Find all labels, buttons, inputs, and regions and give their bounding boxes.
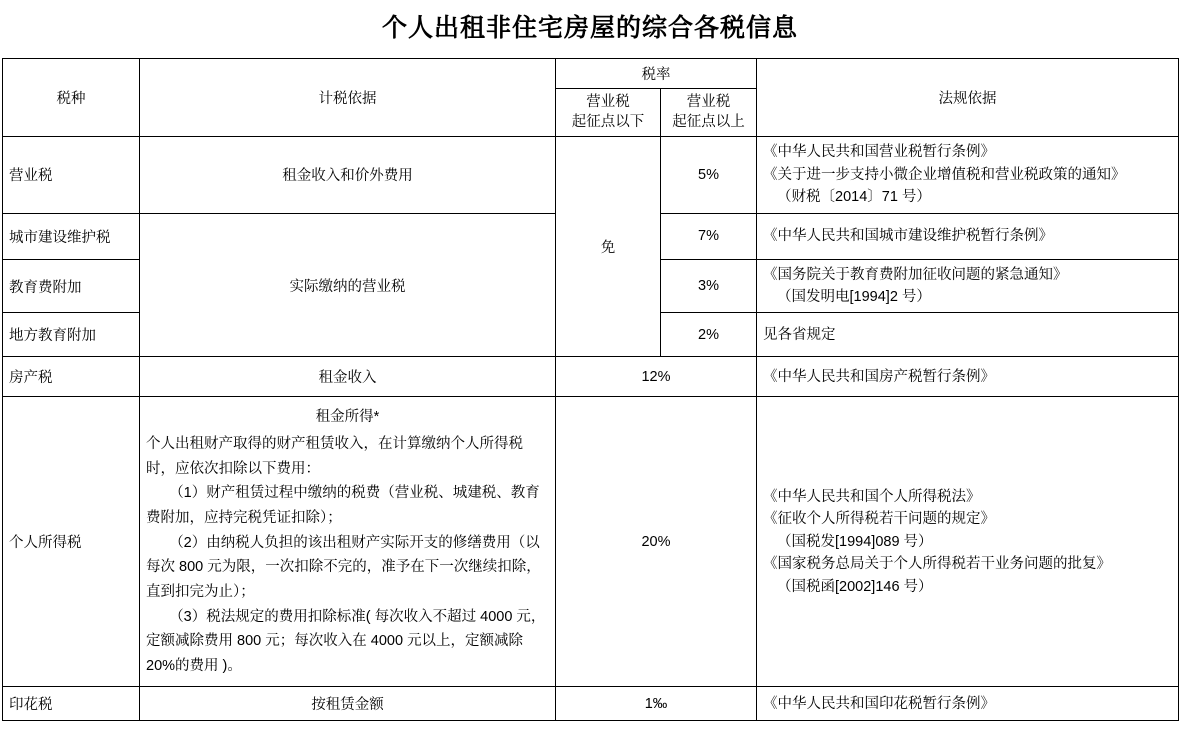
row-tax-name: 城市建设维护税 (3, 213, 140, 259)
header-rate-above-line2: 起征点以上 (672, 113, 745, 130)
basis-title: 租金所得* (315, 409, 380, 426)
legal-line: 《中华人民共和国营业税暂行条例》 (763, 144, 995, 161)
row-rate-above: 2% (661, 313, 757, 357)
legal-line: （国税函[2002]146 号） (777, 578, 933, 595)
row-legal-basis (757, 213, 1179, 259)
basis-paragraph: （1）财产租赁过程中缴纳的税费（营业税、城建税、教育费附加，应持完税凭证扣除）； (146, 485, 540, 526)
basis-paragraph: 个人出租财产取得的财产租赁收入，在计算缴纳个人所得税时，应依次扣除以下费用： (146, 436, 523, 477)
header-rate-below-threshold (556, 89, 661, 137)
row-tax-basis: 租金收入和价外费用 (140, 137, 556, 213)
tax-information-table (2, 58, 1179, 721)
row-legal-basis (757, 687, 1179, 721)
row-rate: 20% (556, 397, 757, 687)
row-tax-basis: 实际缴纳的营业税 (140, 213, 556, 357)
header-tax-rate: 税率 (556, 59, 757, 89)
legal-line: 《征收个人所得税若干问题的规定》 (763, 511, 995, 528)
header-legal-basis: 法规依据 (757, 59, 1179, 137)
legal-line: 《关于进一步支持小微企业增值税和营业税政策的通知》 (763, 166, 1126, 183)
row-tax-basis: 按租赁金额 (140, 687, 556, 721)
row-rate-above: 7% (661, 213, 757, 259)
row-tax-name: 营业税 (3, 137, 140, 213)
legal-line: 《国务院关于教育费附加征收问题的紧急通知》 (763, 266, 1068, 283)
row-rate: 12% (556, 357, 757, 397)
legal-line: 《国家税务总局关于个人所得税若干业务问题的批复》 (763, 556, 1111, 573)
row-rate-below: 免 (556, 137, 661, 357)
legal-line: 《中华人民共和国个人所得税法》 (763, 488, 981, 505)
header-tax-basis: 计税依据 (140, 59, 556, 137)
row-rate: 1‰ (556, 687, 757, 721)
row-legal-basis (757, 397, 1179, 687)
header-rate-above-line1: 营业税 (686, 94, 731, 110)
page-title: 个人出租非住宅房屋的综合各税信息 (381, 13, 798, 42)
table-row (3, 687, 1179, 721)
table-row (3, 397, 1179, 687)
header-rate-below-line2: 起征点以下 (571, 113, 645, 130)
row-rate-above: 3% (661, 259, 757, 313)
table-header-row-1 (3, 59, 1179, 89)
row-tax-name: 房产税 (3, 357, 140, 397)
legal-line: （国税发[1994]089 号） (777, 533, 933, 550)
legal-line: 《中华人民共和国房产税暂行条例》 (763, 368, 995, 385)
row-tax-basis (140, 397, 556, 687)
row-legal-basis (757, 137, 1179, 213)
table-row (3, 137, 1179, 213)
legal-line: （财税〔2014〕71 号） (777, 189, 931, 206)
header-tax-type: 税种 (3, 59, 140, 137)
row-tax-name: 个人所得税 (3, 397, 140, 687)
header-rate-below-line1: 营业税 (586, 94, 630, 110)
table-row (3, 357, 1179, 397)
row-tax-name: 印花税 (3, 687, 140, 721)
legal-line: 见各省规定 (763, 326, 836, 343)
row-rate-above: 5% (661, 137, 757, 213)
row-legal-basis (757, 313, 1179, 357)
legal-line: 《中华人民共和国城市建设维护税暂行条例》 (763, 227, 1053, 244)
legal-line: 《中华人民共和国印花税暂行条例》 (763, 695, 995, 712)
document-page (0, 8, 1180, 721)
basis-paragraph: （3）税法规定的费用扣除标准( 每次收入不超过 4000 元，定额减除费用 800 元；每次收入在 4000 元以上，定额减除 20%的费用 )。 (146, 608, 546, 674)
basis-paragraph: （2）由纳税人负担的该出租财产实际开支的修缮费用（以每次 800 元为限，一次扣除不完的，准予在下一次继续扣除，直到扣完为止）； (146, 534, 541, 600)
row-tax-name: 教育费附加 (3, 259, 140, 313)
row-tax-name: 地方教育附加 (3, 313, 140, 357)
legal-line: （国发明电[1994]2 号） (777, 289, 931, 305)
row-legal-basis (757, 259, 1179, 313)
header-rate-above-threshold (661, 89, 757, 137)
row-tax-basis: 租金收入 (140, 357, 556, 397)
row-legal-basis (757, 357, 1179, 397)
